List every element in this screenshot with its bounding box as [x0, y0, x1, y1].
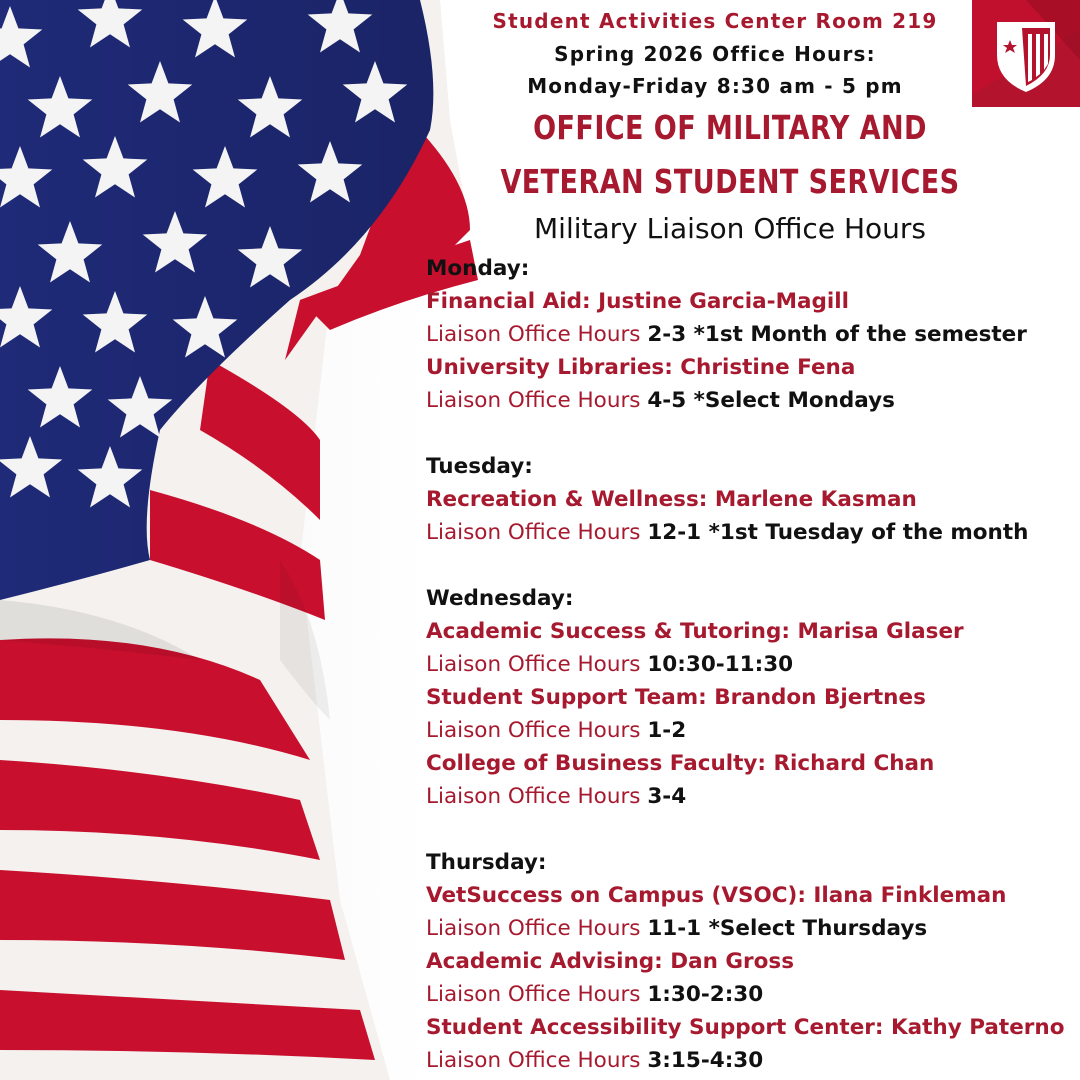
office-hours-range: Monday-Friday 8:30 am - 5 pm: [527, 74, 903, 98]
hours-value: 2-3 *1st Month of the semester: [647, 322, 1027, 347]
liaison-department: Student Accessibility Support Center: Kathy Paterno: [426, 1015, 1065, 1040]
page-title-line2: VETERAN STUDENT SERVICES: [500, 162, 960, 201]
day-heading-tuesday: Tuesday:: [426, 454, 533, 479]
page-title-line1: OFFICE OF MILITARY AND: [533, 108, 927, 147]
liaison-department: University Libraries: Christine Fena: [426, 355, 856, 380]
hours-value: 1:30-2:30: [647, 982, 764, 1007]
hours-label: Liaison Office Hours: [426, 784, 641, 809]
liaison-hours-row: [426, 1048, 763, 1073]
university-logo: [972, 0, 1080, 107]
hours-label: Liaison Office Hours: [426, 520, 641, 545]
day-heading-thursday: Thursday:: [426, 850, 547, 875]
hours-value: 3:15-4:30: [647, 1048, 764, 1073]
hours-label: Liaison Office Hours: [426, 916, 641, 941]
hours-value: 12-1 *1st Tuesday of the month: [647, 520, 1029, 545]
liaison-department: Academic Advising: Dan Gross: [426, 949, 794, 974]
hours-value: 1-2: [647, 718, 687, 743]
hours-label: Liaison Office Hours: [426, 388, 641, 413]
hours-label: Liaison Office Hours: [426, 322, 641, 347]
liaison-hours-row: [426, 388, 895, 413]
liaison-hours-row: [426, 718, 686, 743]
hours-label: Liaison Office Hours: [426, 982, 641, 1007]
page-subtitle: Military Liaison Office Hours: [534, 212, 926, 245]
liaison-department: VetSuccess on Campus (VSOC): Ilana Finkleman: [426, 883, 1007, 908]
liaison-hours-row: [426, 520, 1028, 545]
liaison-department: Financial Aid: Justine Garcia-Magill: [426, 289, 849, 314]
liaison-hours-row: [426, 784, 686, 809]
room-location: Student Activities Center Room 219: [492, 9, 938, 33]
hours-value: 10:30-11:30: [647, 652, 794, 677]
liaison-hours-row: [426, 982, 763, 1007]
liaison-department: Recreation & Wellness: Marlene Kasman: [426, 487, 917, 512]
liaison-department: Student Support Team: Brandon Bjertnes: [426, 685, 926, 710]
hours-value: 4-5 *Select Mondays: [647, 388, 895, 413]
hours-value: 3-4: [647, 784, 687, 809]
liaison-department: Academic Success & Tutoring: Marisa Glaser: [426, 619, 964, 644]
office-hours-title: Spring 2026 Office Hours:: [554, 42, 876, 66]
liaison-hours-row: [426, 652, 793, 677]
liaison-hours-row: [426, 916, 927, 941]
hours-label: Liaison Office Hours: [426, 1048, 641, 1073]
day-heading-monday: Monday:: [426, 256, 530, 281]
hours-label: Liaison Office Hours: [426, 718, 641, 743]
liaison-hours-row: [426, 322, 1027, 347]
hours-value: 11-1 *Select Thursdays: [647, 916, 928, 941]
day-heading-wednesday: Wednesday:: [426, 586, 574, 611]
liaison-department: College of Business Faculty: Richard Chan: [426, 751, 935, 776]
hours-label: Liaison Office Hours: [426, 652, 641, 677]
